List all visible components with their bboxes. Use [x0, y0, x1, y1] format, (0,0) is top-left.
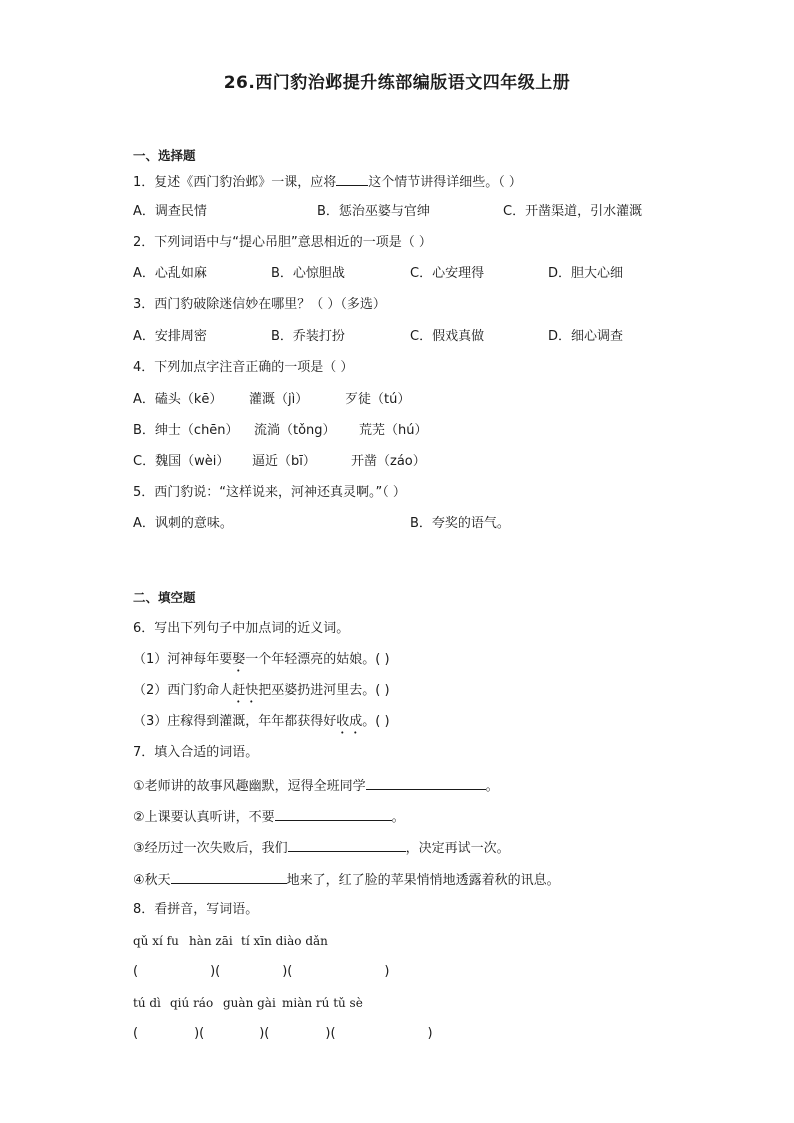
q6-sentence-3[interactable] [133, 713, 390, 737]
paren: )( [282, 964, 293, 979]
q7-l3-blank[interactable] [288, 838, 406, 852]
q7-l2-b: 。 [391, 810, 405, 825]
question-7: 7．填入合适的词语。 [133, 745, 259, 760]
q3-option-d[interactable]: D．细心调查 [548, 329, 624, 344]
q8-pinyin-2: hàn zāi [189, 934, 233, 948]
q6-sentence-1[interactable] [133, 651, 390, 675]
q6-s2-b: 把巫婆扔进河里去。( ) [258, 683, 390, 698]
question-1-text-a: 1．复述《西门豹治邺》一课，应将 [133, 175, 337, 190]
paren: )( [325, 1026, 336, 1041]
q3-option-c[interactable]: C．假戏真做 [410, 329, 485, 344]
q6-s3-a: （3）庄稼得到灌溉，年年都获得好 [133, 714, 337, 729]
question-1 [133, 172, 522, 192]
q7-l1-b: 。 [485, 779, 499, 794]
q8-pinyin-6: guàn gài [223, 996, 276, 1010]
paren: ( [133, 1026, 139, 1041]
q8-pinyin-4: tú dì [133, 996, 161, 1010]
section-heading-choice: 一、选择题 [133, 148, 196, 163]
q6-s2-dotted-word: 赶快 [232, 683, 259, 698]
q8-pinyin-5: qiú ráo [170, 996, 214, 1010]
q4-option-b-2: 流淌（tǒng） [254, 423, 336, 438]
q4-option-c-2: 逼近（bī） [252, 454, 316, 469]
paren: )( [210, 964, 221, 979]
page-title: 26.西门豹治邺提升练部编版语文四年级上册 [223, 73, 571, 93]
question-2: 2．下列词语中与“提心吊胆”意思相近的一项是（ ） [133, 235, 432, 250]
q8-pinyin-3: tí xīn diào dǎn [241, 934, 328, 948]
paren: )( [259, 1026, 270, 1041]
q4-option-a-3: 歹徒（tú） [345, 392, 411, 407]
q6-sentence-2[interactable] [133, 682, 390, 706]
question-1-blank[interactable] [336, 172, 368, 186]
q8-pinyin-1: qǔ xí fu [133, 934, 179, 948]
q7-line-2 [133, 807, 405, 827]
q7-line-4 [133, 870, 560, 890]
paren: )( [194, 1026, 205, 1041]
q4-option-a-1[interactable]: A．磕头（kē） [133, 392, 223, 407]
q7-line-1 [133, 776, 499, 796]
q1-option-c[interactable]: C．开凿渠道，引水灌溉 [503, 204, 643, 219]
q2-option-b[interactable]: B．心惊胆战 [271, 266, 345, 281]
q8-answer-row-1 [133, 963, 389, 981]
paren: ) [384, 964, 390, 979]
question-4: 4．下列加点字注音正确的一项是（ ） [133, 360, 354, 375]
q8-pinyin-7: miàn rú tǔ sè [282, 996, 363, 1010]
q6-s1-b: 一个年轻漂亮的姑娘。( ) [245, 652, 390, 667]
q7-l4-blank[interactable] [171, 870, 287, 884]
q5-option-b[interactable]: B．夸奖的语气。 [410, 516, 510, 531]
q8-answer-row-2 [133, 1025, 433, 1043]
q4-option-b-3: 荒芜（hú） [359, 423, 428, 438]
q3-option-b[interactable]: B．乔装打扮 [271, 329, 345, 344]
q6-s1-dotted-word: 娶 [232, 652, 246, 667]
q1-option-a[interactable]: A．调查民情 [133, 204, 207, 219]
q2-option-d[interactable]: D．胆大心细 [548, 266, 624, 281]
q6-s1-a: （1）河神每年要 [133, 652, 233, 667]
q2-option-c[interactable]: C．心安理得 [410, 266, 485, 281]
q2-option-a[interactable]: A．心乱如麻 [133, 266, 207, 281]
q4-option-c-3: 开凿（záo） [351, 454, 426, 469]
q4-option-b-1[interactable]: B．绅士（chēn） [133, 423, 239, 438]
q7-l2-a: ②上课要认真听讲，不要 [133, 810, 275, 825]
q4-option-a-2: 灌溉（jì） [249, 392, 309, 407]
question-1-text-b: 这个情节讲得详细些。（ ） [368, 175, 522, 190]
q7-l1-a: ①老师讲的故事风趣幽默，逗得全班同学 [133, 779, 366, 794]
paren: ) [427, 1026, 433, 1041]
paren: ( [133, 964, 139, 979]
q7-l3-a: ③经历过一次失败后，我们 [133, 841, 288, 856]
q6-s3-b: 。( ) [362, 714, 390, 729]
section-heading-fill: 二、填空题 [133, 590, 196, 605]
q6-s3-dotted-word: 收成 [336, 714, 363, 729]
q7-line-3 [133, 838, 510, 858]
q4-option-c-1[interactable]: C．魏国（wèi） [133, 454, 230, 469]
q7-l1-blank[interactable] [366, 776, 486, 790]
q6-s2-a: （2）西门豹命人 [133, 683, 233, 698]
question-8: 8．看拼音，写词语。 [133, 902, 259, 917]
q5-option-a[interactable]: A．讽刺的意味。 [133, 516, 233, 531]
question-6: 6．写出下列句子中加点词的近义词。 [133, 621, 350, 636]
q1-option-b[interactable]: B．惩治巫婆与官绅 [317, 204, 430, 219]
q7-l2-blank[interactable] [275, 807, 392, 821]
question-3: 3．西门豹破除迷信妙在哪里？（ ）（多选） [133, 297, 386, 312]
q3-option-a[interactable]: A．安排周密 [133, 329, 207, 344]
q7-l4-a: ④秋天 [133, 873, 171, 888]
q7-l3-b: ，决定再试一次。 [405, 841, 510, 856]
q7-l4-b: 地来了，红了脸的苹果悄悄地透露着秋的讯息。 [286, 873, 560, 888]
question-5: 5．西门豹说：“这样说来，河神还真灵啊。”（ ） [133, 485, 406, 500]
